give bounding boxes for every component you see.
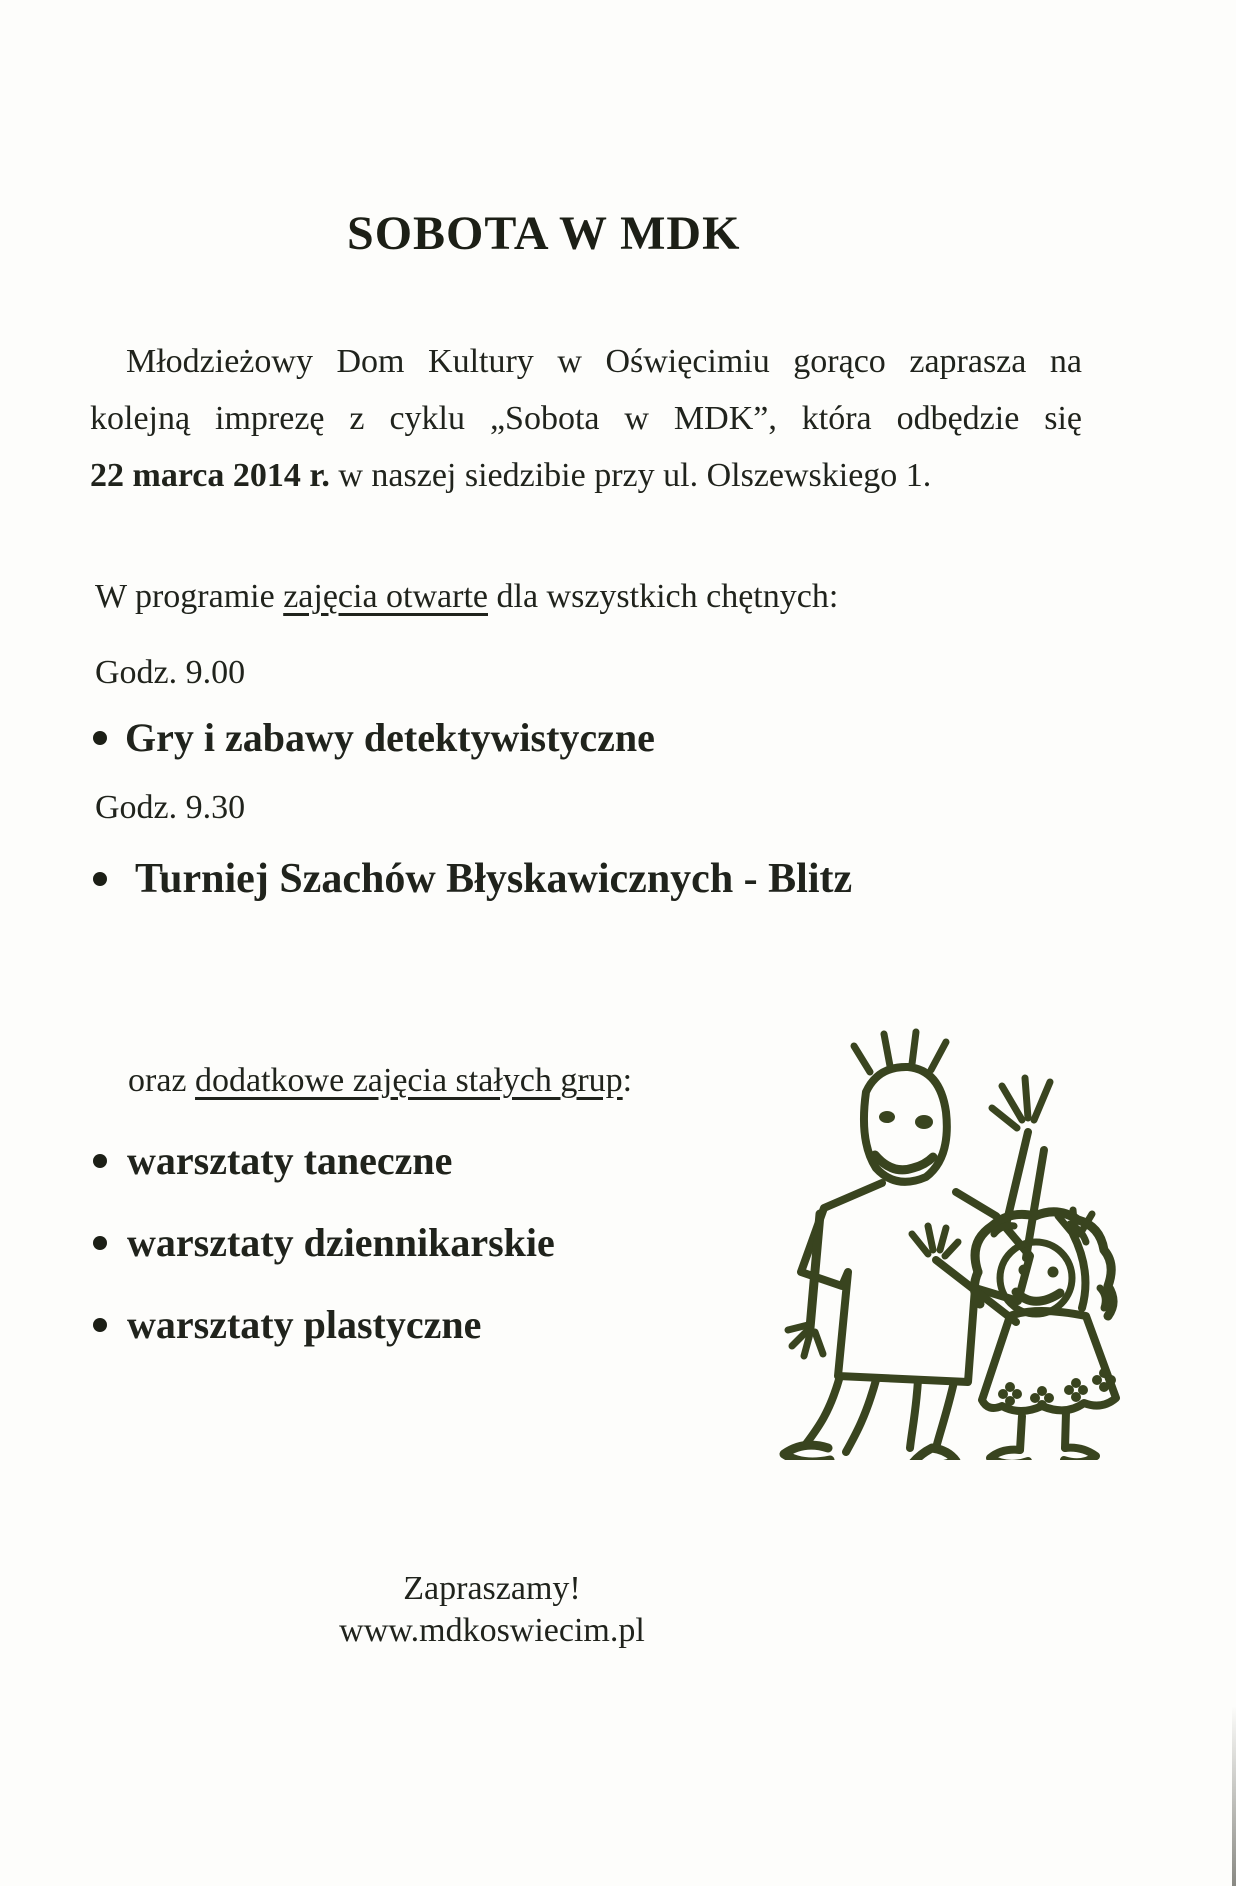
bullet-icon	[93, 1318, 107, 1332]
intro-line-3	[90, 447, 1082, 504]
footer-invitation: Zapraszamy!	[403, 1570, 581, 1607]
program-item-2	[93, 855, 852, 903]
intro-date-bold: 22 marca 2014 r.	[90, 457, 330, 494]
bullet-icon	[93, 1154, 107, 1168]
flower-icon	[1064, 1378, 1088, 1402]
workshop-item-3	[93, 1301, 481, 1348]
intro-paragraph	[90, 333, 1082, 504]
scan-edge-artifact	[1232, 1706, 1236, 1886]
workshop-item-2	[93, 1219, 555, 1266]
extra-heading-post: :	[622, 1062, 633, 1099]
children-drawing-illustration	[770, 1020, 1130, 1460]
footer-website: www.mdkoswiecim.pl	[339, 1612, 645, 1649]
bullet-icon	[93, 1236, 107, 1250]
program-heading-post: dla wszystkich chętnych:	[488, 578, 839, 615]
bullet-icon	[93, 731, 107, 745]
program-item-1	[93, 714, 655, 761]
program-time-1: Godz. 9.00	[95, 654, 246, 691]
extra-heading-pre: oraz	[128, 1062, 196, 1099]
workshop-label-3: warsztaty plastyczne	[127, 1302, 482, 1347]
page-title: SOBOTA W MDK	[347, 207, 741, 260]
workshop-label-2: warsztaty dziennikarskie	[127, 1220, 555, 1265]
program-time-2: Godz. 9.30	[95, 789, 246, 826]
program-heading	[95, 578, 838, 616]
intro-line-3-rest: w naszej siedzibie przy ul. Olszewskiego 1.	[329, 457, 932, 494]
program-heading-underlined: zajęcia otwarte	[283, 578, 488, 615]
footer-block	[242, 1568, 742, 1652]
program-activity-1: Gry i zabawy detektywistyczne	[125, 715, 655, 760]
extra-heading	[128, 1062, 632, 1100]
program-activity-2: Turniej Szachów Błyskawicznych - Blitz	[135, 856, 853, 902]
intro-line-1: Młodzieżowy Dom Kultury w Oświęcimiu gorąco zaprasza na	[126, 343, 1082, 380]
bullet-icon	[93, 872, 107, 886]
workshop-item-1	[93, 1137, 452, 1184]
extra-heading-underlined: dodatkowe zajęcia stałych grup	[195, 1062, 623, 1099]
workshop-label-1: warsztaty taneczne	[127, 1138, 453, 1183]
program-heading-pre: W programie	[95, 578, 284, 615]
intro-line-2: kolejną imprezę z cyklu „Sobota w MDK”, która odbędzie się	[90, 400, 1082, 437]
